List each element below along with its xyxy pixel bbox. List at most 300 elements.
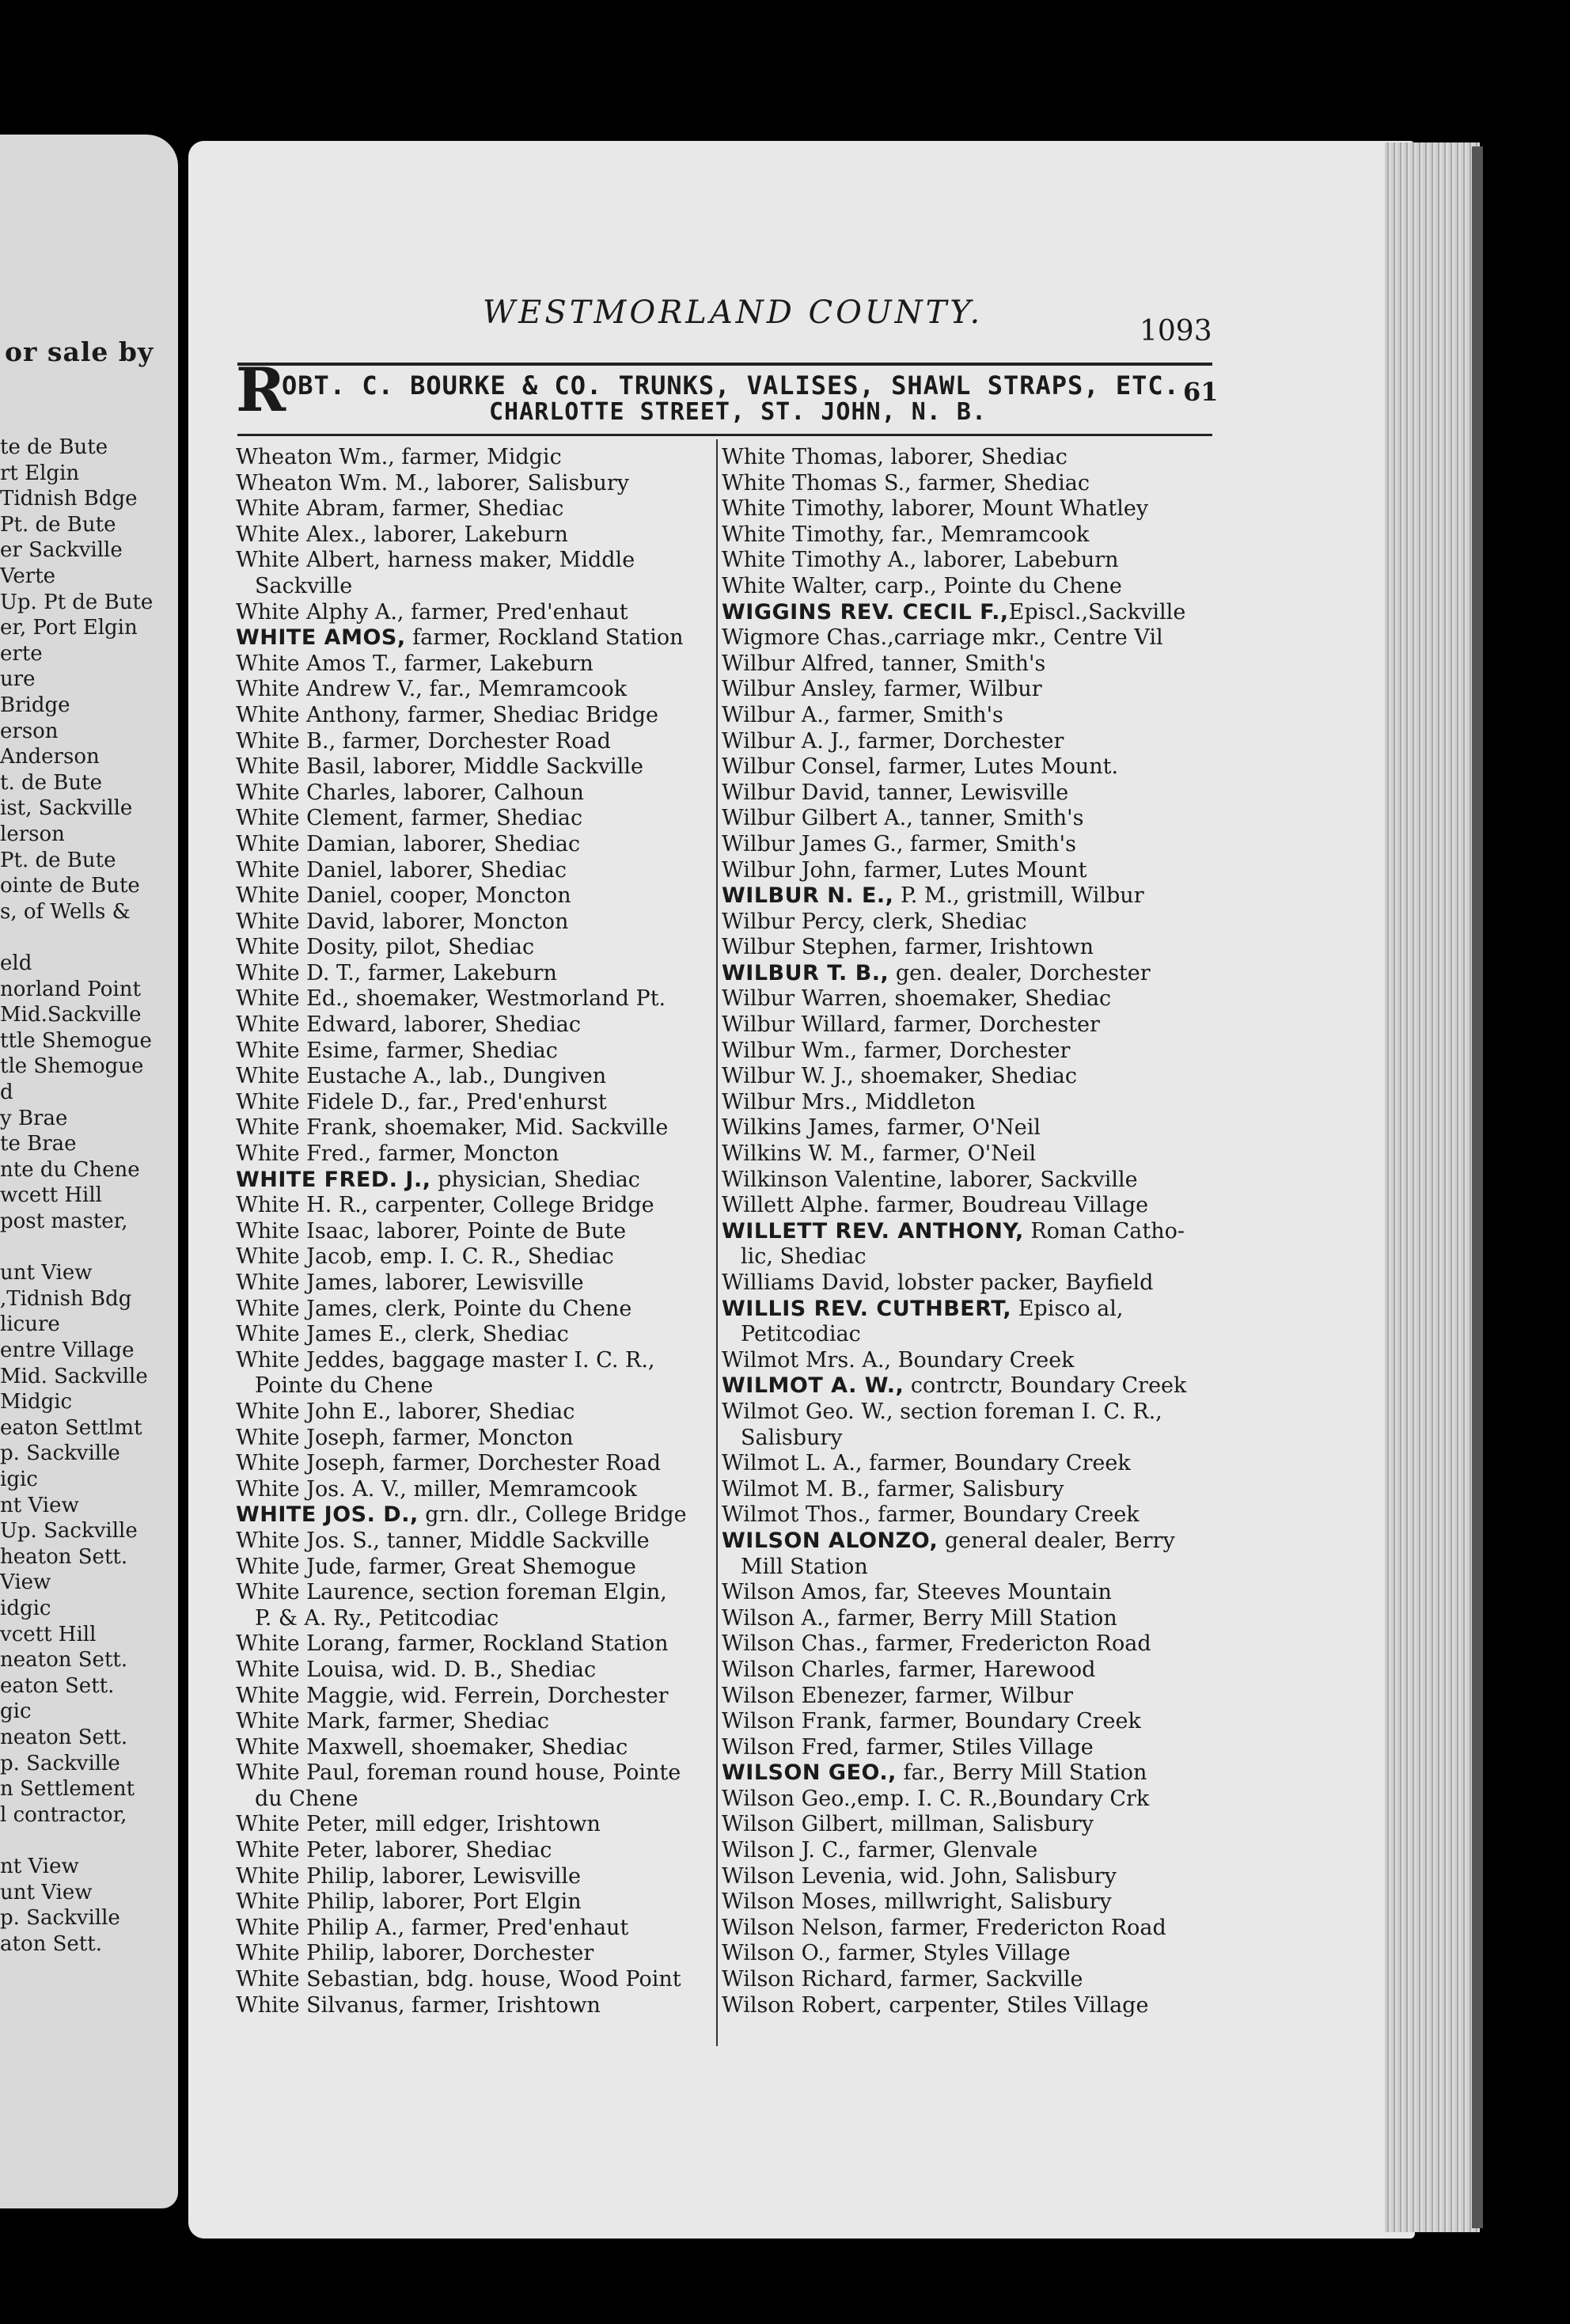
facing-page-line: ,Tidnish Bdg xyxy=(0,1286,132,1311)
directory-entry xyxy=(722,1735,1196,1761)
directory-entry xyxy=(236,1684,711,1710)
entry-name-bold: WHITE FRED. J., xyxy=(236,1167,431,1192)
directory-entry xyxy=(722,1012,1196,1039)
entry-name-bold: WILBUR T. B., xyxy=(722,960,889,985)
entry-text: Wilbur Willard, farmer, Dorchester xyxy=(722,1012,1100,1038)
directory-entry xyxy=(722,1941,1196,1967)
directory-entry xyxy=(236,1528,711,1555)
advertisement-number: 61 xyxy=(1183,377,1219,407)
directory-entry xyxy=(722,1115,1196,1141)
directory-entry xyxy=(722,1916,1196,1942)
facing-page-line: Verte xyxy=(0,564,56,588)
entry-text: Wilson Chas., farmer, Fredericton Road xyxy=(722,1631,1151,1657)
facing-page-line: Midgic xyxy=(0,1390,73,1415)
entry-text: White D. T., farmer, Lakeburn xyxy=(236,960,557,985)
directory-entry xyxy=(722,1426,1196,1452)
entry-text: Sackville xyxy=(255,573,353,598)
entry-text: White Damian, laborer, Shediac xyxy=(236,831,581,856)
entry-text: White Mark, farmer, Shediac xyxy=(236,1709,550,1734)
entry-text: White Peter, mill edger, Irishtown xyxy=(236,1812,601,1837)
entry-text: Wilkins W. M., farmer, O'Neil xyxy=(722,1141,1037,1167)
directory-entry xyxy=(236,1760,711,1787)
directory-entry xyxy=(722,1580,1196,1606)
entry-text: White Maxwell, shoemaker, Shediac xyxy=(236,1734,628,1760)
facing-page-line: n Settlement xyxy=(0,1777,135,1802)
entry-text: White Esime, farmer, Shediac xyxy=(236,1038,558,1063)
facing-page-line: aton Sett. xyxy=(0,1931,102,1956)
entry-text: White Basil, laborer, Middle Sackville xyxy=(236,754,643,780)
entry-text: farmer, Rockland Station xyxy=(405,625,684,651)
facing-page-line: Mid. Sackville xyxy=(0,1364,148,1388)
entry-text: White Jos. S., tanner, Middle Sackville xyxy=(236,1528,650,1553)
entry-text: Wilbur Alfred, tanner, Smith's xyxy=(722,651,1046,676)
entry-text: general dealer, Berry xyxy=(938,1528,1175,1553)
directory-entry xyxy=(236,522,711,549)
entry-text: White Laurence, section foreman Elgin, xyxy=(236,1580,667,1605)
directory-entry xyxy=(236,1631,711,1658)
directory-entry xyxy=(722,1684,1196,1710)
ad-initial-letter: R xyxy=(236,355,286,425)
facing-page-line: eaton Settlmt xyxy=(0,1415,142,1440)
facing-page-line: vcett Hill xyxy=(0,1622,97,1646)
directory-entry xyxy=(722,1993,1196,2019)
facing-page-line: t. de Bute xyxy=(0,770,102,795)
entry-name-bold: WILMOT A. W., xyxy=(722,1373,904,1399)
facing-page-line: lerson xyxy=(0,822,65,846)
entry-text: White David, laborer, Moncton xyxy=(236,909,569,934)
facing-page-line: entre Village xyxy=(0,1339,135,1362)
facing-page-line: nte du Chene xyxy=(0,1157,140,1182)
entry-text: White Sebastian, bdg. house, Wood Point xyxy=(236,1967,681,1992)
facing-page-line: d xyxy=(0,1080,13,1104)
facing-page-line: eaton Sett. xyxy=(0,1673,115,1698)
directory-entry xyxy=(722,445,1196,471)
facing-page-line: ointe de Bute xyxy=(0,874,140,898)
entry-text: White Frank, shoemaker, Mid. Sackville xyxy=(236,1115,669,1141)
facing-page-line: Up. Pt de Bute xyxy=(0,590,154,614)
directory-entry xyxy=(722,1709,1196,1735)
entry-text: Wilkinson Valentine, laborer, Sackville xyxy=(722,1167,1138,1192)
entry-text: White Thomas S., farmer, Shediac xyxy=(722,470,1090,496)
facing-page-line: eld xyxy=(0,951,32,975)
entry-text: White Dosity, pilot, Shediac xyxy=(236,935,535,960)
directory-entry xyxy=(236,1658,711,1684)
directory-entry xyxy=(722,1039,1196,1065)
facing-page-line: s, of Wells & xyxy=(0,899,131,924)
directory-entry xyxy=(722,548,1196,574)
directory-entry xyxy=(236,1502,711,1528)
directory-entry xyxy=(722,1064,1196,1090)
directory-entry xyxy=(236,909,711,936)
entry-text: Wilbur Stephen, farmer, Irishtown xyxy=(722,935,1094,960)
entry-text: White Jeddes, baggage master I. C. R., xyxy=(236,1347,655,1373)
directory-entry xyxy=(236,1580,711,1606)
directory-entry xyxy=(722,832,1196,858)
entry-text: Wilbur Ansley, farmer, Wilbur xyxy=(722,677,1042,702)
facing-page-line: unt View xyxy=(0,1261,93,1285)
entry-text: White Clement, farmer, Shediac xyxy=(236,806,583,831)
facing-page-line: er, Port Elgin xyxy=(0,616,138,640)
entry-text: White Charles, laborer, Calhoun xyxy=(236,780,584,805)
directory-entry xyxy=(236,600,711,626)
directory-entry xyxy=(722,471,1196,497)
directory-entry xyxy=(722,1168,1196,1194)
entry-text: Salisbury xyxy=(741,1425,843,1450)
directory-column-right xyxy=(722,445,1196,2018)
directory-entry xyxy=(236,703,711,729)
directory-entry xyxy=(236,651,711,678)
entry-text: White Joseph, farmer, Dorchester Road xyxy=(236,1451,662,1476)
directory-entry xyxy=(722,1528,1196,1555)
entry-text: Wilmot Geo. W., section foreman I. C. R., xyxy=(722,1399,1162,1424)
entry-text: White Timothy, laborer, Mount Whatley xyxy=(722,496,1149,522)
directory-entry xyxy=(236,1889,711,1916)
header-rule-top xyxy=(237,363,1212,366)
facing-page-fragment xyxy=(0,135,178,2208)
entry-text: Wheaton Wm. M., laborer, Salisbury xyxy=(236,470,630,496)
directory-entry xyxy=(722,1967,1196,1993)
entry-text: Wilkins James, farmer, O'Neil xyxy=(722,1115,1041,1141)
directory-entry xyxy=(236,1244,711,1270)
entry-text: Episco al, xyxy=(1011,1296,1124,1321)
directory-entry xyxy=(236,1012,711,1039)
directory-entry xyxy=(722,1451,1196,1477)
entry-text: Wilson Levenia, wid. John, Salisbury xyxy=(722,1863,1117,1889)
entry-name-bold: WILSON ALONZO, xyxy=(722,1528,939,1553)
directory-entry xyxy=(236,832,711,858)
directory-entry xyxy=(236,780,711,807)
directory-entry xyxy=(236,1322,711,1348)
facing-page-line: neaton Sett. xyxy=(0,1726,128,1749)
directory-entry xyxy=(722,961,1196,987)
directory-entry xyxy=(236,1219,711,1245)
column-divider xyxy=(716,439,718,2046)
entry-text: White Philip, laborer, Dorchester xyxy=(236,1941,594,1966)
directory-entry xyxy=(722,1658,1196,1684)
directory-entry xyxy=(236,677,711,703)
entry-text: Wilson Gilbert, millman, Salisbury xyxy=(722,1812,1094,1837)
entry-text: Wilbur David, tanner, Lewisville xyxy=(722,780,1069,805)
facing-page-heading: or sale by xyxy=(5,336,154,367)
entry-text: Wilson Moses, millwright, Salisbury xyxy=(722,1889,1112,1915)
entry-text: White H. R., carpenter, College Bridge xyxy=(236,1193,654,1218)
directory-entry xyxy=(236,625,711,651)
directory-entry xyxy=(722,677,1196,703)
directory-entry xyxy=(236,1967,711,1993)
directory-entry xyxy=(236,1064,711,1090)
entry-name-bold: WHITE AMOS, xyxy=(236,625,406,651)
facing-page-line: y Brae xyxy=(0,1106,68,1130)
directory-entry xyxy=(236,574,711,600)
entry-text: P. & A. Ry., Petitcodiac xyxy=(255,1605,499,1631)
entry-text: Wilson Amos, far, Steeves Mountain xyxy=(722,1580,1112,1605)
entry-name-bold: WIGGINS REV. CECIL F., xyxy=(722,599,1009,625)
entry-text: Mill Station xyxy=(741,1554,868,1579)
facing-page-line: p. Sackville xyxy=(0,1906,120,1931)
facing-page-line: nt View xyxy=(0,1855,79,1878)
page-stack-edge xyxy=(1385,142,1480,2232)
directory-entry xyxy=(236,1373,711,1399)
entry-text: Willett Alphe. farmer, Boudreau Village xyxy=(722,1193,1149,1218)
entry-text: White Ed., shoemaker, Westmorland Pt. xyxy=(236,986,666,1012)
entry-name-bold: WILBUR N. E., xyxy=(722,883,894,909)
directory-entry xyxy=(236,1838,711,1864)
entry-text: White Philip, laborer, Port Elgin xyxy=(236,1889,582,1915)
directory-entry xyxy=(722,1477,1196,1503)
facing-page-line: wcett Hill xyxy=(0,1183,102,1208)
directory-entry xyxy=(722,574,1196,600)
entry-text: Wilson J. C., farmer, Glenvale xyxy=(722,1838,1038,1863)
directory-entry xyxy=(722,703,1196,729)
directory-entry xyxy=(236,1606,711,1632)
directory-entry xyxy=(722,1141,1196,1168)
entry-text: White Thomas, laborer, Shediac xyxy=(722,445,1068,469)
facing-page-line: post master, xyxy=(0,1209,128,1233)
entry-text: White B., farmer, Dorchester Road xyxy=(236,728,611,754)
entry-text: White James, clerk, Pointe du Chene xyxy=(236,1296,632,1321)
directory-entry xyxy=(722,1631,1196,1658)
directory-entry xyxy=(722,1760,1196,1787)
directory-entry xyxy=(236,1115,711,1141)
facing-page-line: Pt. de Bute xyxy=(0,512,116,537)
entry-text: White Alex., laborer, Lakeburn xyxy=(236,522,568,547)
entry-text: Wilmot M. B., farmer, Salisbury xyxy=(722,1476,1064,1502)
entry-text: White Walter, carp., Pointe du Chene xyxy=(722,573,1122,598)
entry-text: gen. dealer, Dorchester xyxy=(889,960,1151,985)
directory-entry xyxy=(236,1090,711,1116)
directory-column-left xyxy=(236,445,711,2018)
facing-page-line: idgic xyxy=(0,1597,51,1620)
entry-text: physician, Shediac xyxy=(430,1167,640,1192)
entry-text: Wilson Robert, carpenter, Stiles Village xyxy=(722,1992,1149,2018)
advertisement-line-2: CHARLOTTE STREET, ST. JOHN, N. B. xyxy=(489,398,988,426)
directory-entry xyxy=(722,909,1196,936)
entry-text: White Andrew V., far., Memramcook xyxy=(236,677,628,702)
entry-text: Wilson Richard, farmer, Sackville xyxy=(722,1967,1083,1992)
directory-entry xyxy=(722,1399,1196,1426)
entry-text: White Louisa, wid. D. B., Shediac xyxy=(236,1657,597,1682)
entry-text: P. M., gristmill, Wilbur xyxy=(893,883,1144,909)
entry-text: White Anthony, farmer, Shediac Bridge xyxy=(236,702,658,727)
entry-text: White Daniel, laborer, Shediac xyxy=(236,857,567,883)
entry-text: White Jacob, emp. I. C. R., Shediac xyxy=(236,1244,614,1270)
directory-entry xyxy=(236,1193,711,1219)
directory-entry xyxy=(236,1555,711,1581)
entry-text: White Timothy, far., Memramcook xyxy=(722,522,1090,547)
entry-text: Wilson Geo.,emp. I. C. R.,Boundary Crk xyxy=(722,1786,1150,1811)
entry-text: Wilson Charles, farmer, Harewood xyxy=(722,1657,1096,1682)
facing-page-line: te Brae xyxy=(0,1132,77,1156)
directory-entry xyxy=(722,651,1196,678)
directory-entry xyxy=(236,935,711,961)
facing-page-line: rt Elgin xyxy=(0,461,80,485)
entry-text: White Jos. A. V., miller, Memramcook xyxy=(236,1476,637,1502)
entry-text: Wilbur John, farmer, Lutes Mount xyxy=(722,857,1087,883)
directory-entry xyxy=(236,806,711,832)
entry-text: White Joseph, farmer, Moncton xyxy=(236,1425,574,1450)
entry-text: lic, Shediac xyxy=(741,1244,867,1270)
entry-text: grn. dlr., College Bridge xyxy=(418,1502,687,1528)
directory-entry xyxy=(236,1451,711,1477)
facing-page-line: Up. Sackville xyxy=(0,1519,138,1544)
directory-entry xyxy=(236,1916,711,1942)
directory-entry xyxy=(236,1941,711,1967)
entry-text: White Abram, farmer, Shediac xyxy=(236,496,564,522)
entry-text: Wilmot Thos., farmer, Boundary Creek xyxy=(722,1502,1140,1528)
directory-entry xyxy=(236,445,711,471)
directory-entry xyxy=(236,1709,711,1735)
directory-entry xyxy=(722,806,1196,832)
entry-name-bold: WHITE JOS. D., xyxy=(236,1502,419,1528)
facing-page-line: p. Sackville xyxy=(0,1751,120,1775)
running-head-county: WESTMORLAND COUNTY. xyxy=(483,294,984,331)
directory-entry xyxy=(722,1193,1196,1219)
directory-entry xyxy=(722,858,1196,884)
entry-text: Wilson Frank, farmer, Boundary Creek xyxy=(722,1709,1141,1734)
entry-text: Wilbur A., farmer, Smith's xyxy=(722,702,1003,727)
entry-text: Wilmot L. A., farmer, Boundary Creek xyxy=(722,1451,1131,1476)
directory-entry xyxy=(722,935,1196,961)
entry-text: White Silvanus, farmer, Irishtown xyxy=(236,1992,601,2018)
directory-entry xyxy=(236,1993,711,2019)
facing-page-line: Mid.Sackville xyxy=(0,1003,142,1027)
facing-page-line: nt View xyxy=(0,1493,79,1517)
directory-entry xyxy=(722,522,1196,549)
advertisement-line-1: OBT. C. BOURKE & CO. TRUNKS, VALISES, SHAWL STRAPS, ETC. xyxy=(282,370,1180,401)
directory-entry xyxy=(236,1477,711,1503)
entry-text: Roman Catho- xyxy=(1023,1218,1185,1244)
entry-text: Wilson O., farmer, Styles Village xyxy=(722,1941,1071,1966)
entry-text: du Chene xyxy=(255,1786,358,1811)
entry-text: White James, laborer, Lewisville xyxy=(236,1270,584,1295)
directory-entry xyxy=(236,729,711,755)
facing-page-line: Tidnish Bdge xyxy=(0,487,138,511)
entry-text: Wigmore Chas.,carriage mkr., Centre Vil xyxy=(722,625,1163,651)
directory-entry xyxy=(236,1039,711,1065)
facing-page-line: neaton Sett. xyxy=(0,1648,128,1673)
facing-page-line: gic xyxy=(0,1699,32,1724)
entry-text: White Fred., farmer, Moncton xyxy=(236,1141,559,1167)
entry-text: Williams David, lobster packer, Bayfield xyxy=(722,1270,1154,1295)
facing-page-line: unt View xyxy=(0,1880,93,1904)
directory-entry xyxy=(236,1787,711,1813)
directory-entry xyxy=(722,1606,1196,1632)
directory-entry xyxy=(722,1555,1196,1581)
directory-entry xyxy=(722,1244,1196,1270)
directory-entry xyxy=(722,1270,1196,1297)
directory-entry xyxy=(236,1735,711,1761)
directory-entry xyxy=(722,1373,1196,1399)
directory-entry xyxy=(236,1141,711,1168)
facing-page-line: l contractor, xyxy=(0,1802,127,1827)
directory-entry xyxy=(722,780,1196,807)
entry-text: White Jude, farmer, Great Shemogue xyxy=(236,1554,636,1579)
entry-name-bold: WILSON GEO., xyxy=(722,1760,897,1786)
entry-text: far., Berry Mill Station xyxy=(896,1760,1147,1786)
directory-entry xyxy=(722,1889,1196,1916)
entry-text: White Eustache A., lab., Dungiven xyxy=(236,1064,607,1089)
directory-entry xyxy=(722,1090,1196,1116)
entry-text: White Amos T., farmer, Lakeburn xyxy=(236,651,593,676)
directory-entry xyxy=(236,1297,711,1323)
facing-page-line: licure xyxy=(0,1312,60,1337)
facing-page-line: erson xyxy=(0,719,59,743)
directory-entry xyxy=(236,1864,711,1890)
directory-entry xyxy=(722,496,1196,522)
page-number: 1093 xyxy=(1140,315,1212,347)
directory-entry xyxy=(722,729,1196,755)
entry-text: Pointe du Chene xyxy=(255,1373,434,1399)
entry-text: White Alphy A., farmer, Pred'enhaut xyxy=(236,599,628,625)
facing-page-line: ure xyxy=(0,667,36,692)
directory-entry xyxy=(722,1502,1196,1528)
header-rule-bottom xyxy=(237,434,1212,436)
directory-entry xyxy=(722,1348,1196,1374)
facing-page-line: p. Sackville xyxy=(0,1441,120,1466)
facing-page-line: igic xyxy=(0,1468,38,1491)
directory-entry xyxy=(722,986,1196,1012)
directory-entry xyxy=(236,548,711,574)
facing-page-line: Pt. de Bute xyxy=(0,848,116,872)
entry-text: White Philip, laborer, Lewisville xyxy=(236,1863,582,1889)
entry-text: White Edward, laborer, Shediac xyxy=(236,1012,582,1038)
facing-page-line: heaton Sett. xyxy=(0,1544,128,1569)
entry-name-bold: WILLETT REV. ANTHONY, xyxy=(722,1218,1024,1244)
directory-entry xyxy=(722,600,1196,626)
entry-text: White Timothy A., laborer, Labeburn xyxy=(722,548,1119,573)
directory-entry xyxy=(722,1297,1196,1323)
entry-text: contrctr, Boundary Creek xyxy=(904,1373,1187,1399)
directory-entry xyxy=(236,1812,711,1838)
directory-entry xyxy=(236,986,711,1012)
directory-entry xyxy=(236,1168,711,1194)
entry-text: Episcl.,Sackville xyxy=(1008,599,1186,625)
directory-entry xyxy=(722,1219,1196,1245)
entry-text: Wilbur Gilbert A., tanner, Smith's xyxy=(722,806,1084,831)
entry-text: Wilbur W. J., shoemaker, Shediac xyxy=(722,1064,1078,1089)
entry-text: Wilson Ebenezer, farmer, Wilbur xyxy=(722,1683,1074,1708)
directory-entry xyxy=(722,1812,1196,1838)
directory-entry xyxy=(236,1399,711,1426)
entry-text: Wilmot Mrs. A., Boundary Creek xyxy=(722,1347,1075,1373)
entry-text: White Albert, harness maker, Middle xyxy=(236,548,635,573)
directory-entry xyxy=(236,496,711,522)
facing-page-line: tle Shemogue xyxy=(0,1054,144,1079)
entry-text: White Lorang, farmer, Rockland Station xyxy=(236,1631,669,1657)
directory-entry xyxy=(722,625,1196,651)
entry-text: White James E., clerk, Shediac xyxy=(236,1322,569,1347)
entry-text: White Isaac, laborer, Pointe de Bute xyxy=(236,1218,627,1244)
entry-text: White Philip A., farmer, Pred'enhaut xyxy=(236,1915,629,1940)
entry-text: White Peter, laborer, Shediac xyxy=(236,1838,552,1863)
facing-page-line: norland Point xyxy=(0,977,141,1001)
entry-text: Wilson Fred, farmer, Stiles Village xyxy=(722,1734,1094,1760)
entry-text: Wilbur Consel, farmer, Lutes Mount. xyxy=(722,754,1119,780)
facing-page-line: Bridge xyxy=(0,693,70,717)
entry-text: Wilbur Warren, shoemaker, Shediac xyxy=(722,986,1112,1012)
facing-page-line: erte xyxy=(0,641,43,666)
entry-text: Petitcodiac xyxy=(741,1322,861,1347)
facing-page-line: ist, Sackville xyxy=(0,796,133,821)
directory-entry xyxy=(236,858,711,884)
entry-text: Wheaton Wm., farmer, Midgic xyxy=(236,445,562,469)
directory-entry xyxy=(236,883,711,909)
directory-entry xyxy=(722,1838,1196,1864)
entry-text: Wilbur Mrs., Middleton xyxy=(722,1089,976,1115)
directory-entry xyxy=(236,754,711,780)
directory-entry xyxy=(236,1426,711,1452)
facing-page-line: ttle Shemogue xyxy=(0,1028,152,1053)
